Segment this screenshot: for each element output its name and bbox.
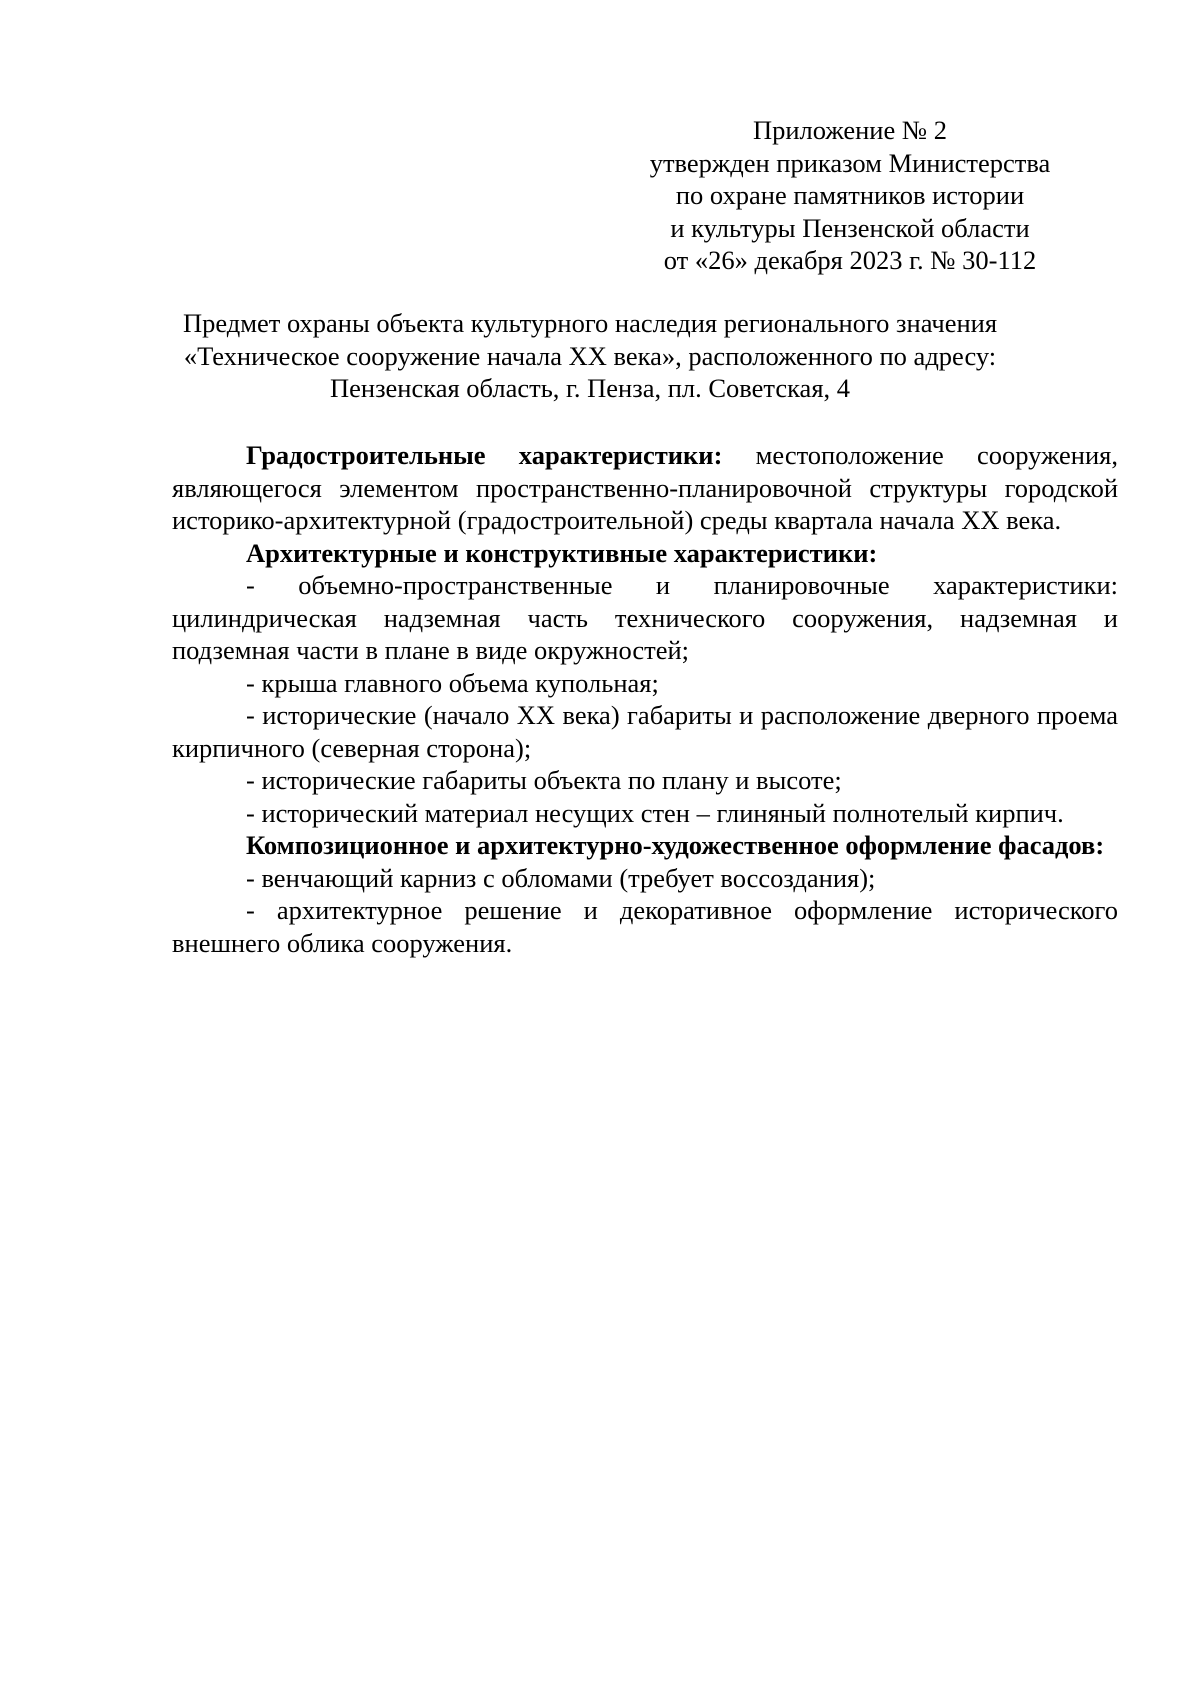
title-line: Пензенская область, г. Пенза, пл. Советская, 4 bbox=[329, 373, 851, 403]
approval-line: от «26» декабря 2023 г. № 30-112 bbox=[663, 245, 1037, 275]
approval-block bbox=[600, 114, 1100, 277]
approval-line: утвержден приказом Министерства bbox=[649, 147, 1051, 178]
section-heading: Архитектурные и конструктивные характеристики: bbox=[246, 537, 878, 568]
title-line: «Техническое сооружение начала XX века», расположенного по адресу: bbox=[183, 340, 997, 371]
list-item: - архитектурное решение и декоративное оформление исторического внешнего облика сооружения. bbox=[172, 895, 1118, 958]
approval-line: Приложение № 2 bbox=[752, 115, 947, 145]
list-item: - венчающий карниз с обломами (требует воссоздания); bbox=[246, 862, 876, 893]
approval-line: и культуры Пензенской области bbox=[670, 212, 1030, 243]
section-heading: Композиционное и архитектурно-художественное оформление фасадов: bbox=[246, 830, 1105, 860]
document-title bbox=[140, 307, 1040, 405]
list-item: - крыша главного объема купольная; bbox=[246, 667, 659, 698]
approval-line: по охране памятников истории bbox=[675, 180, 1025, 210]
urban-characteristics-text: местоположение сооружения, являющегося элементом пространственно-планировочной структуры городской историко-архитектурной (градостроительной) среды квартала начала XX века. bbox=[172, 440, 1118, 535]
list-item: - исторический материал несущих стен – глиняный полнотелый кирпич. bbox=[246, 797, 1064, 828]
urban-characteristics-paragraph bbox=[172, 439, 1118, 537]
title-line: Предмет охраны объекта культурного наследия регионального значения bbox=[182, 308, 998, 338]
list-item: - исторические габариты объекта по плану и высоте; bbox=[246, 765, 842, 795]
list-item: - исторические (начало XX века) габариты и расположение дверного проема кирпичного (северная сторона); bbox=[172, 700, 1118, 763]
urban-characteristics-heading: Градостроительные характеристики: bbox=[246, 440, 723, 470]
architectural-characteristics-heading bbox=[172, 537, 1118, 570]
facades-heading bbox=[172, 829, 1118, 862]
document-body bbox=[172, 439, 1118, 959]
list-item: - объемно-пространственные и планировочные характеристики: цилиндрическая надземная часть технического сооружения, надземная и подземная части в плане в виде окружностей; bbox=[172, 570, 1118, 665]
